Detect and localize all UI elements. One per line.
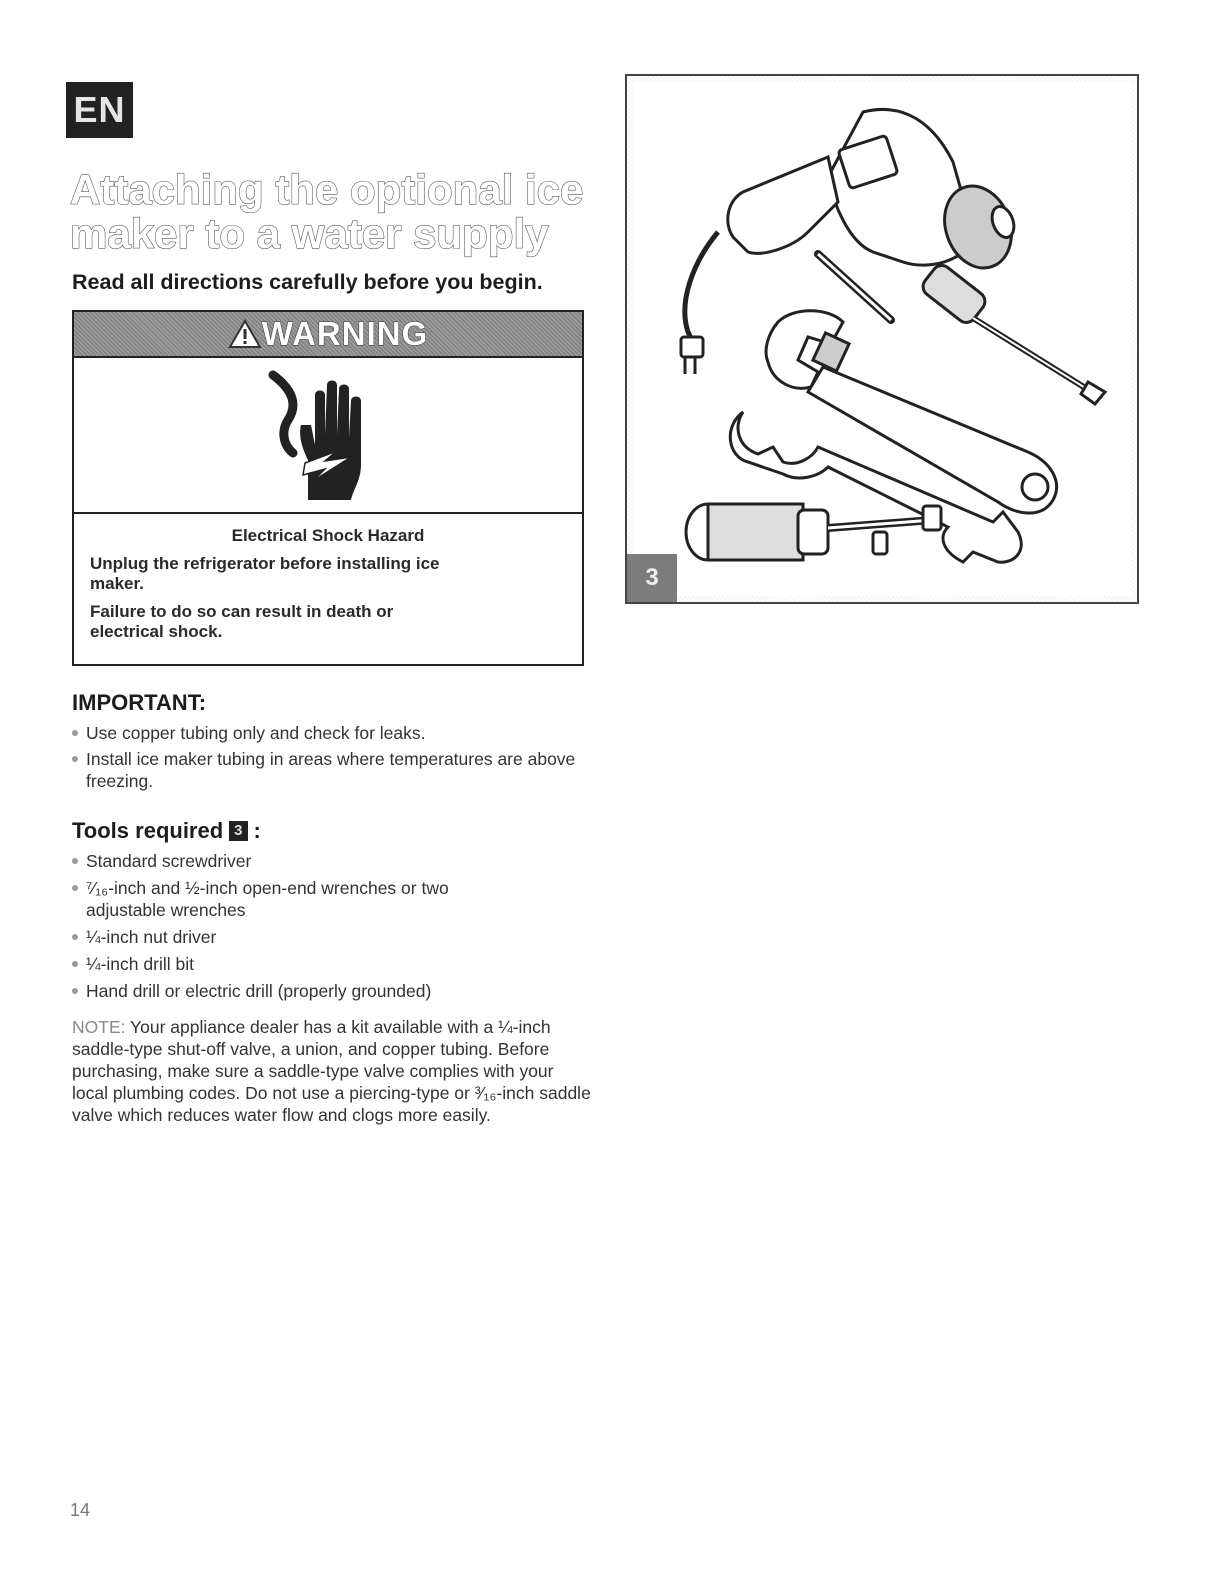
important-section xyxy=(72,690,592,796)
language-badge: EN xyxy=(66,82,133,138)
tools-heading xyxy=(72,818,592,844)
list-item: ¼-inch nut driver xyxy=(72,926,592,948)
important-list xyxy=(72,722,592,792)
list-item: Standard screwdriver xyxy=(72,850,592,872)
nut-driver-icon xyxy=(686,504,941,560)
page-title xyxy=(70,168,610,256)
tools-figure xyxy=(625,74,1139,604)
list-item: Install ice maker tubing in areas where temperatures are above freezing. xyxy=(72,748,592,792)
warning-header xyxy=(74,312,582,358)
warning-box xyxy=(72,310,584,666)
warning-consequence: Failure to do so can result in death or electrical shock. xyxy=(90,602,394,641)
electric-shock-hand-icon xyxy=(253,365,403,505)
note-paragraph xyxy=(72,1016,592,1126)
tools-list xyxy=(72,850,592,1002)
warning-text xyxy=(74,514,582,642)
page-number: 14 xyxy=(70,1500,91,1520)
subheading: Read all directions carefully before you begin. xyxy=(72,270,543,294)
note-text: Your appliance dealer has a kit available with a ¼-inch saddle-type shut-off valve, a union, and copper tubing. Before purchasing, make sure a saddle-type valve complies with your local plumbing codes. Do not use a piercing-type or ³⁄₁₆-inch saddle valve which reduces water flow and clogs more easily. xyxy=(72,1017,591,1125)
hazard-title: Electrical Shock Hazard xyxy=(231,526,425,545)
tools-heading-text: Tools required xyxy=(72,818,224,843)
warning-triangle-icon xyxy=(228,319,262,349)
warning-instruction: Unplug the refrigerator before installing ice maker. xyxy=(90,554,440,593)
screwdriver-icon xyxy=(919,262,1105,404)
list-item: Use copper tubing only and check for leaks. xyxy=(72,722,592,744)
warning-label: WARNING xyxy=(261,315,429,352)
list-item: Hand drill or electric drill (properly grounded) xyxy=(72,980,592,1002)
page-title-line-2: maker to a water supply xyxy=(70,210,549,257)
tools-illustration xyxy=(633,82,1133,598)
note-label: NOTE: xyxy=(72,1017,126,1037)
figure-illustration xyxy=(633,82,1131,596)
important-heading: IMPORTANT: xyxy=(72,690,207,715)
shock-hazard-symbol xyxy=(74,358,582,514)
drill-bit-icon xyxy=(818,254,891,320)
list-item: ¼-inch drill bit xyxy=(72,953,592,975)
figure-reference-badge: 3 xyxy=(229,821,247,841)
drill-icon xyxy=(681,109,1022,374)
tools-heading-colon: : xyxy=(253,818,261,843)
list-item: ⁷⁄₁₆-inch and ½-inch open-end wrenches or two adjustable wrenches xyxy=(72,877,466,921)
figure-number-badge: 3 xyxy=(627,554,677,602)
tools-section xyxy=(72,818,592,1007)
page-title-line-1: Attaching the optional ice xyxy=(70,166,584,213)
